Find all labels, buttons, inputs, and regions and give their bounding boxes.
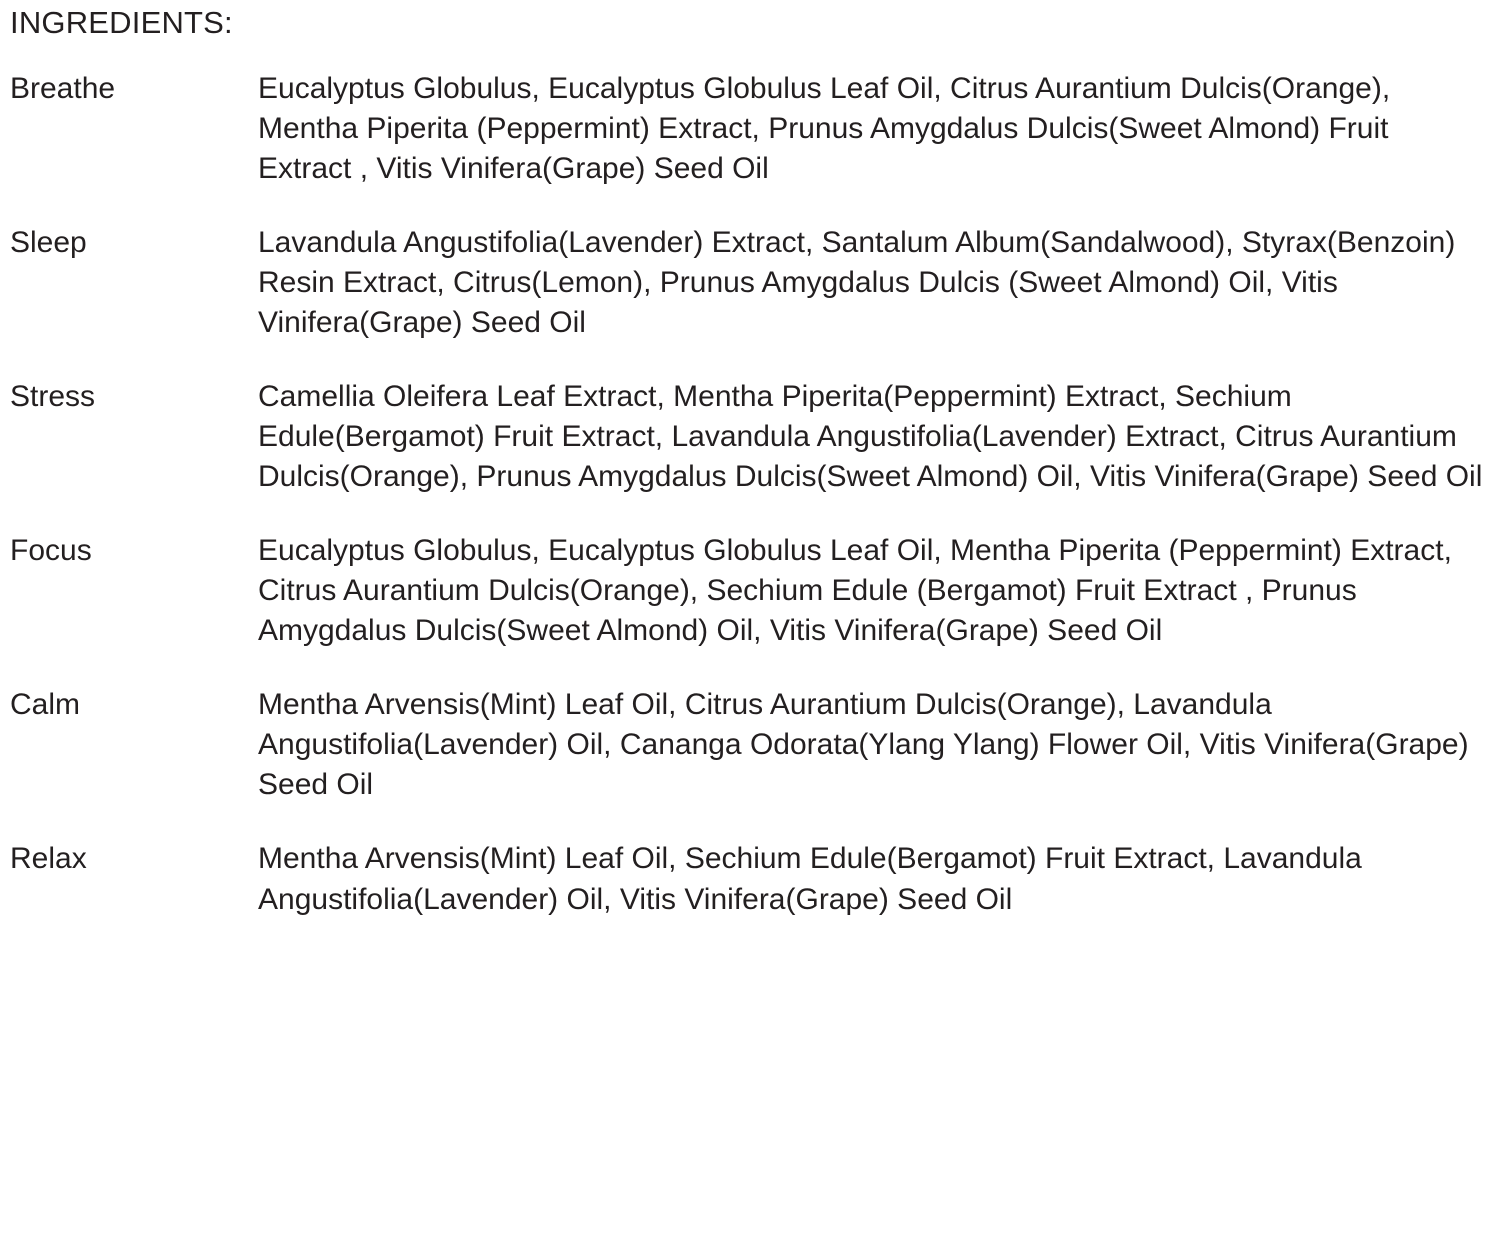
ingredients-text-calm: Mentha Arvensis(Mint) Leaf Oil, Citrus Aurantium Dulcis(Orange), Lavandula Angustifolia(Lavender) Oil, Cananga Odorata(Ylang Ylang) Flower Oil, Vitis Vinifera(Grape) Seed Oil: [258, 688, 1469, 802]
page-title: INGREDIENTS:: [10, 5, 233, 40]
list-item: [10, 223, 1490, 343]
list-item: [10, 839, 1490, 919]
product-name-relax: Relax: [10, 842, 87, 876]
list-item: [10, 377, 1490, 497]
ingredients-text-sleep: Lavandula Angustifolia(Lavender) Extract, Santalum Album(Sandalwood), Styrax(Benzoin) Resin Extract, Citrus(Lemon), Prunus Amygdalus Dulcis (Sweet Almond) Oil, Vitis Vinifera(Grape) Seed Oil: [258, 225, 1456, 339]
ingredients-text-breathe: Eucalyptus Globulus, Eucalyptus Globulus Leaf Oil, Citrus Aurantium Dulcis(Orange), Mentha Piperita (Peppermint) Extract, Prunus Amygdalus Dulcis(Sweet Almond) Fruit Extract , Vitis Vinifera(Grape) Seed Oil: [258, 71, 1391, 185]
ingredients-list: [10, 69, 1490, 920]
product-name-sleep: Sleep: [10, 225, 87, 259]
list-item: [10, 69, 1490, 189]
ingredients-text-relax: Mentha Arvensis(Mint) Leaf Oil, Sechium Edule(Bergamot) Fruit Extract, Lavandula Angustifolia(Lavender) Oil, Vitis Vinifera(Grape) Seed Oil: [258, 842, 1362, 916]
product-name-focus: Focus: [10, 534, 92, 568]
ingredients-text-focus: Eucalyptus Globulus, Eucalyptus Globulus Leaf Oil, Mentha Piperita (Peppermint) Extract, Citrus Aurantium Dulcis(Orange), Sechium Edule (Bergamot) Fruit Extract , Prunus Amygdalus Dulcis(Sweet Almond) Oil, Vitis Vinifera(Grape) Seed Oil: [258, 534, 1452, 648]
product-name-calm: Calm: [10, 688, 81, 722]
ingredients-text-stress: Camellia Oleifera Leaf Extract, Mentha Piperita(Peppermint) Extract, Sechium Edule(Bergamot) Fruit Extract, Lavandula Angustifolia(Lavender) Extract, Citrus Aurantium Dulcis(Orange), Prunus Amygdalus Dulcis(Sweet Almond) Oil, Vitis Vinifera(Grape) Seed Oil: [258, 380, 1483, 494]
product-name-breathe: Breathe: [10, 71, 116, 105]
product-name-stress: Stress: [10, 380, 96, 414]
list-item: [10, 531, 1490, 651]
list-item: [10, 685, 1490, 805]
